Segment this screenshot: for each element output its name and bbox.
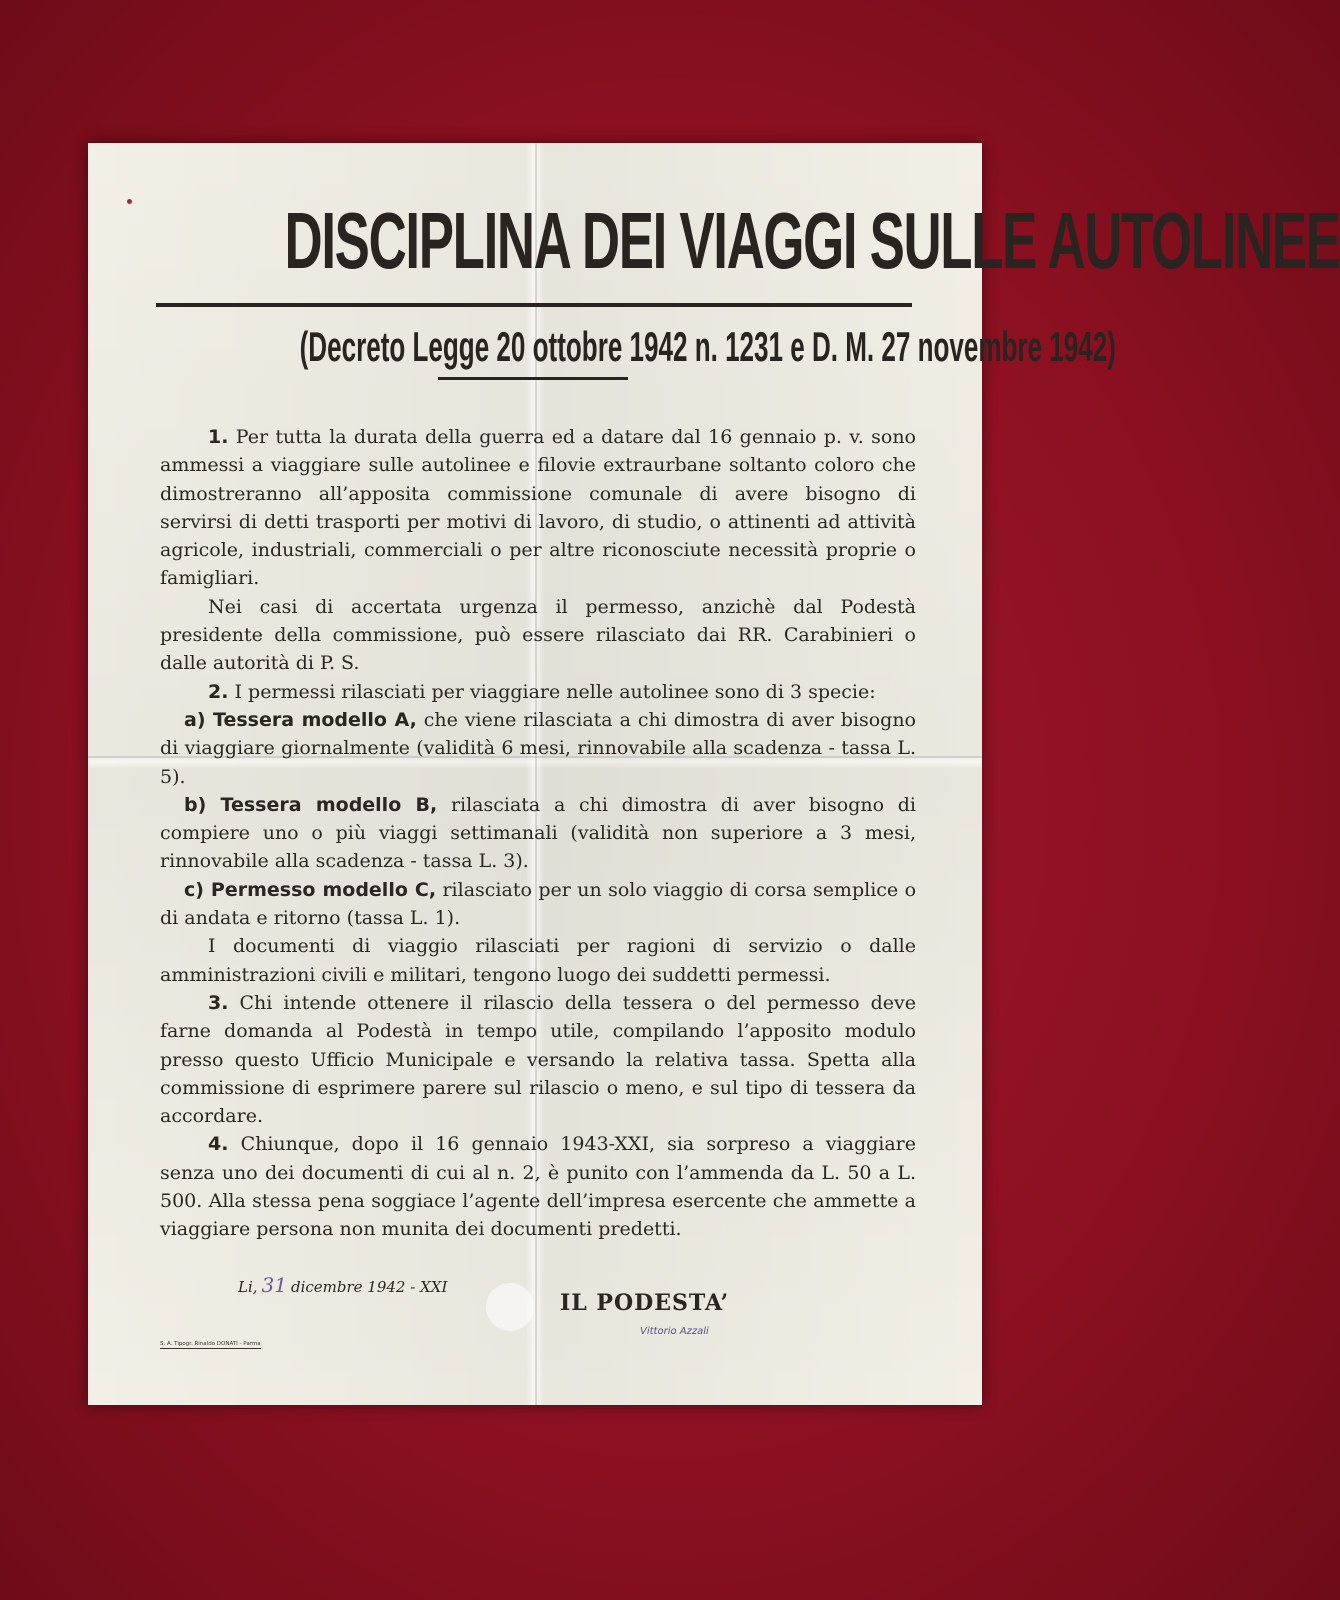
paragraph-number: 1.: [208, 426, 229, 448]
poster-body: [160, 423, 916, 1244]
paragraph-number: 4.: [208, 1133, 229, 1156]
paragraph-1b: Nei casi di accertata urgenza il permesso, anzichè dal Podestà presidente della commissione, può essere rilasciato dai RR. Carabinieri o dalle autorità di P. S.: [160, 595, 916, 675]
item-c-label: c) Permesso modello C,: [184, 878, 437, 901]
signature: Vittorio Azzali: [640, 1326, 709, 1337]
authority-title: IL PODESTA’: [560, 1290, 730, 1316]
printer-imprint: S. A. Tipogr. Rinaldo DONATI - Parma: [160, 1341, 261, 1347]
date-line: [238, 1273, 447, 1297]
item-c: [160, 876, 916, 933]
item-b-label: b) Tessera modello B,: [184, 793, 438, 816]
item-a-label: a) Tessera modello A,: [184, 708, 417, 731]
item-c-text: rilasciato per un solo viaggio di corsa semplice o di andata e ritorno (tassa L. 1).: [160, 878, 917, 930]
paragraph-1: [160, 423, 916, 593]
documents-paragraph: I documenti di viaggio rilasciati per ragioni di servizio o dalle amministrazioni civili e militari, tengono luogo dei suddetti permessi.: [160, 935, 916, 986]
item-b-text: rilasciata a chi dimostra di aver bisogno di compiere uno o più viaggi settimanali (validità non superiore a 3 mesi, rinnovabile alla scadenza - tassa L. 3).: [160, 793, 917, 873]
paragraph-text: Chiunque, dopo il 16 gennaio 1943-XXI, sia sorpreso a viaggiare senza uno dei documenti di cui al n. 2, è punito con l’ammenda da L. 50 a L. 500. Alla stessa pena soggiace l’agente dell’impresa esercente che ammette a viaggiare persona non munita dei documenti predetti.: [160, 1133, 916, 1241]
poster: [88, 143, 1340, 1405]
handwritten-day: 31: [261, 1273, 287, 1297]
subtitle-underline: [438, 377, 628, 380]
poster-title: DISCIPLINA DEI VIAGGI SULLE AUTOLINEE: [284, 196, 1340, 285]
item-b: [160, 791, 916, 876]
paragraph-number: 3.: [208, 991, 229, 1014]
item-a: [160, 706, 916, 791]
poster-subtitle: (Decreto Legge 20 ottobre 1942 n. 1231 e D. M. 27 novembre 1942): [299, 323, 1116, 370]
paragraph-text: Chi intende ottenere il rilascio della tessera o del permesso deve farne domanda al Podestà in tempo utile, compilando l’apposito modulo presso questo Ufficio Municipale e versando la relativa tassa. Spetta alla commissione di esprimere parere sul rilascio o meno, e sul tipo di tessera da accordare.: [160, 991, 917, 1128]
paragraph-text: Per tutta la durata della guerra ed a datare dal 16 gennaio p. v. sono ammessi a viaggiare sulle autolinee e filovie extraurbane soltanto coloro che dimostreranno all’apposita commissione comunale di avere bisogno di servirsi di detti trasporti per motivi di lavoro, di studio, o attinenti ad attività agricole, industriali, commerciali o per altre riconosciute necessità proprie o famigliari.: [160, 426, 916, 590]
paper-stain: [486, 1283, 534, 1331]
paragraph-4: [160, 1130, 916, 1243]
paragraph-text: I permessi rilasciati per viaggiare nelle autolinee sono di 3 specie:: [234, 680, 876, 703]
title-rule: [156, 303, 912, 307]
item-a-text: che viene rilasciata a chi dimostra di aver bisogno di viaggiare giornalmente (validità 6 mesi, rinnovabile alla scadenza - tassa L. 5).: [160, 708, 916, 788]
paragraph-number: 2.: [208, 680, 229, 703]
place-label: Li,: [238, 1278, 258, 1296]
paragraph-2: [160, 678, 916, 706]
date-text: dicembre 1942 - XXI: [290, 1278, 448, 1296]
paragraph-3: [160, 989, 916, 1130]
red-mark: [127, 199, 132, 204]
